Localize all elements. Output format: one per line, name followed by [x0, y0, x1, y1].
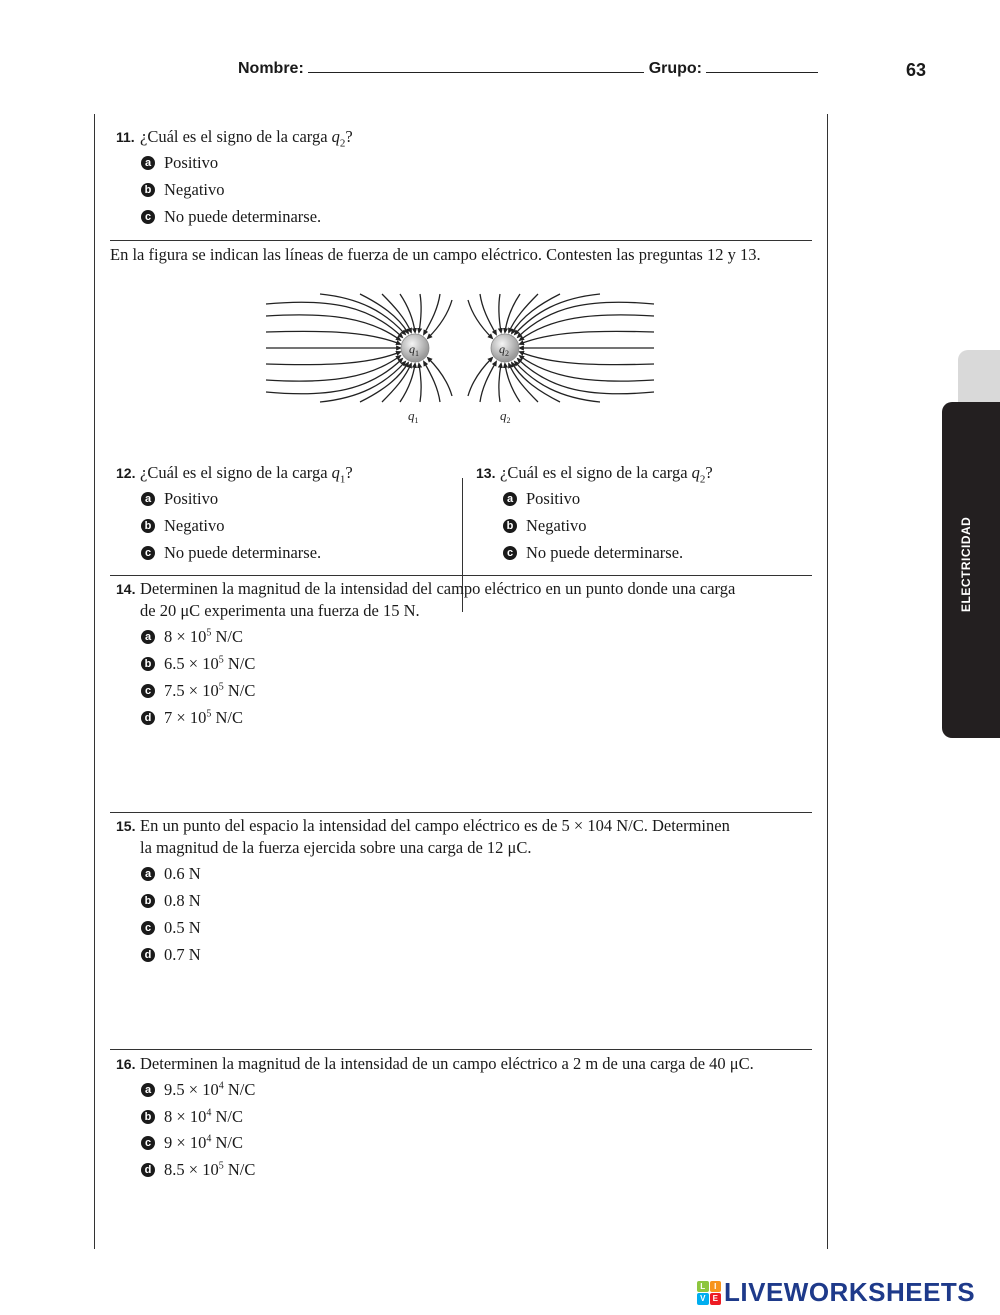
option-text: $7.5 \times 10^5$ N/C	[164, 681, 256, 700]
option-letter-badge: b	[141, 657, 155, 671]
option-text: Positivo	[526, 489, 581, 508]
option-letter-badge: b	[141, 894, 155, 908]
option-letter-badge: c	[141, 210, 155, 224]
option-letter-badge: c	[141, 921, 155, 935]
option-text: 0.6 N	[164, 864, 201, 883]
option-d[interactable]	[141, 1160, 255, 1180]
option-letter-badge: c	[141, 546, 155, 560]
option-a[interactable]	[141, 1080, 255, 1100]
option-letter-badge: c	[141, 684, 155, 698]
side-tab-shadow	[958, 350, 1000, 410]
option-a[interactable]	[503, 489, 580, 509]
charge-q2-inner-label: $q_2$	[499, 342, 509, 358]
option-letter-badge: a	[141, 492, 155, 506]
question-14	[116, 578, 735, 622]
option-c[interactable]	[141, 1133, 243, 1153]
option-text: No puede determinarse.	[526, 543, 684, 562]
side-tab-label: ELECTRICIDAD	[959, 516, 973, 612]
question-number: 15.	[116, 818, 136, 834]
option-b[interactable]	[141, 516, 224, 536]
option-b[interactable]	[141, 1107, 243, 1127]
option-text: Negativo	[164, 180, 225, 199]
option-a[interactable]	[141, 864, 201, 884]
nombre-label: Nombre:	[238, 60, 304, 77]
question-15	[116, 815, 730, 859]
option-d[interactable]	[141, 945, 201, 965]
option-a[interactable]	[141, 627, 243, 647]
charge-q2-label: $q_2$	[500, 408, 511, 425]
divider	[110, 575, 812, 576]
option-text: No puede determinarse.	[164, 207, 322, 226]
left-margin-line	[94, 114, 95, 1249]
option-letter-badge: a	[503, 492, 517, 506]
option-letter-badge: d	[141, 1163, 155, 1177]
divider	[110, 1049, 812, 1050]
question-text: ¿Cuál es el signo de la carga $q_2$?	[140, 127, 353, 150]
option-letter-badge: a	[141, 156, 155, 170]
option-letter-badge: c	[141, 1136, 155, 1150]
option-text: $9.5 \times 10^4$ N/C	[164, 1080, 256, 1099]
option-letter-badge: b	[141, 1110, 155, 1124]
question-13	[476, 462, 713, 490]
option-text: $6.5 \times 10^5$ N/C	[164, 654, 256, 673]
question-12	[116, 462, 353, 490]
option-text: 0.7 N	[164, 945, 201, 964]
figure-intro: En la figura se indican las líneas de fuerza de un campo eléctrico. Contesten las preguntas 12 y 13.	[110, 245, 761, 264]
question-number: 13.	[476, 465, 496, 481]
option-letter-badge: b	[503, 519, 517, 533]
option-letter-badge: c	[503, 546, 517, 560]
grupo-label: Grupo:	[648, 60, 703, 77]
question-text-line1: Determinen la magnitud de la intensidad del campo eléctrico en un punto donde una carga	[140, 579, 736, 598]
option-a[interactable]	[141, 153, 218, 173]
question-11	[116, 126, 353, 154]
question-text-line1: En un punto del espacio la intensidad del campo eléctrico es de 5 × 104 N/C. Determinen	[140, 816, 730, 835]
option-letter-badge: b	[141, 183, 155, 197]
option-c[interactable]	[503, 543, 683, 563]
question-text-line2: de 20 μC experimenta una fuerza de 15 N.	[140, 601, 420, 620]
option-letter-badge: d	[141, 711, 155, 725]
question-text-line1: Determinen la magnitud de la intensidad de un campo eléctrico a 2 m de una carga de 40 μC.	[140, 1054, 754, 1073]
option-text: Negativo	[526, 516, 587, 535]
page-number: 63	[906, 60, 927, 80]
divider	[110, 240, 812, 241]
option-text: Negativo	[164, 516, 225, 535]
nombre-field-line[interactable]	[308, 60, 644, 73]
charge-q1-label: $q_1$	[408, 408, 419, 425]
option-d[interactable]	[141, 708, 243, 728]
logo-text: LIVEWORKSHEETS	[724, 1277, 976, 1307]
option-text: $7 \times 10^5$ N/C	[164, 708, 243, 727]
question-text: ¿Cuál es el signo de la carga $q_1$?	[140, 463, 353, 486]
right-margin-line	[827, 114, 828, 1249]
option-letter-badge: a	[141, 1083, 155, 1097]
option-letter-badge: d	[141, 948, 155, 962]
header	[238, 60, 818, 78]
question-text: ¿Cuál es el signo de la carga $q_2$?	[500, 463, 713, 486]
option-text: 0.5 N	[164, 918, 201, 937]
divider	[110, 812, 812, 813]
question-16	[116, 1053, 754, 1075]
question-number: 16.	[116, 1056, 136, 1072]
charge-q1-inner-label: $q_1$	[409, 342, 419, 358]
option-letter-badge: b	[141, 519, 155, 533]
option-b[interactable]	[141, 180, 224, 200]
question-number: 12.	[116, 465, 136, 481]
option-text: $8.5 \times 10^5$ N/C	[164, 1160, 256, 1179]
option-letter-badge: a	[141, 867, 155, 881]
option-letter-badge: a	[141, 630, 155, 644]
option-text: $8 \times 10^5$ N/C	[164, 627, 243, 646]
option-b[interactable]	[141, 654, 255, 674]
option-text: Positivo	[164, 153, 219, 172]
option-c[interactable]	[141, 543, 321, 563]
question-number: 11.	[116, 129, 135, 145]
option-b[interactable]	[503, 516, 586, 536]
option-text: $8 \times 10^4$ N/C	[164, 1107, 243, 1126]
option-c[interactable]	[141, 681, 255, 701]
option-c[interactable]	[141, 918, 201, 938]
option-text: 0.8 N	[164, 891, 201, 910]
grupo-field-line[interactable]	[706, 60, 818, 73]
option-b[interactable]	[141, 891, 201, 911]
logo-mark-icon: L I V E	[697, 1281, 721, 1305]
electric-field-figure	[260, 292, 660, 427]
question-number: 14.	[116, 581, 136, 597]
option-a[interactable]	[141, 489, 218, 509]
option-c[interactable]	[141, 207, 321, 227]
option-text: $9 \times 10^4$ N/C	[164, 1133, 243, 1152]
question-text-line2: la magnitud de la fuerza ejercida sobre una carga de 12 μC.	[140, 838, 532, 857]
liveworksheets-logo	[697, 1277, 975, 1308]
option-text: No puede determinarse.	[164, 543, 322, 562]
option-text: Positivo	[164, 489, 219, 508]
